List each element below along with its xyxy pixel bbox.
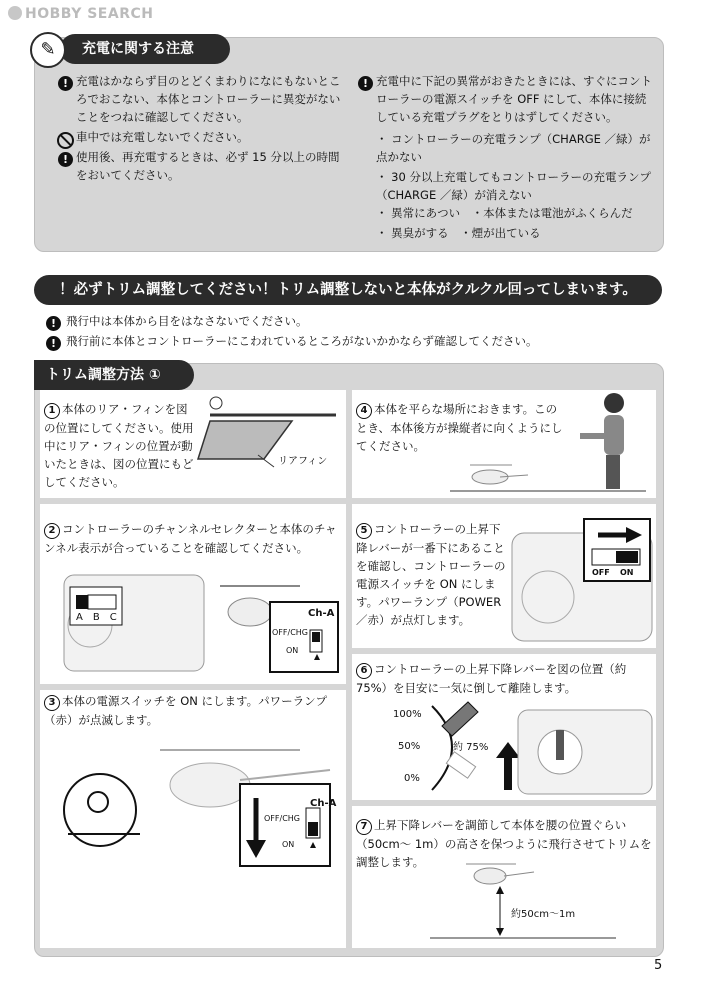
logo-text: HOBBY SEARCH bbox=[25, 6, 154, 22]
hover-height-label: 約50cm〜1m bbox=[511, 909, 576, 920]
channel-a-label: Ch-A bbox=[310, 798, 337, 809]
charge-abnormal-intro: 充電中に下記の異常がおきたときには、すぐにコントローラーの電源スイッチを OFF にして、本体に接続している充電プラグをとりはずしてください。 bbox=[376, 74, 652, 124]
hobby-search-logo bbox=[8, 6, 153, 22]
step-7-body: 上昇下降レバーを調節して本体を腰の位置ぐらい（50cm〜 1m）の高さを保つように飛行させてトリムを調整します。 bbox=[356, 818, 652, 869]
step-5-text bbox=[356, 520, 508, 629]
step-6-body: コントローラーの上昇下降レバーを図の位置（約 75%）を目安に一気に倒して離陸します。 bbox=[356, 662, 627, 695]
step-number: 5 bbox=[356, 523, 372, 539]
throttle-75: 約 75% bbox=[453, 742, 489, 753]
throttle-50: 50% bbox=[398, 741, 421, 752]
charge-note-1: 充電はかならず目のとどくまわりになにもないところでおこない、本体とコントローラーに異変がないことをつねに確認してください。 bbox=[76, 74, 341, 124]
warning-icon: ! bbox=[46, 316, 61, 331]
step-1-body: 本体のリア・フィンを図の位置にしてください。使用中にリア・フィンの位置が動いたときは、図の位置にもどしてください。 bbox=[44, 402, 194, 489]
rear-fin-illustration bbox=[196, 395, 342, 495]
charge-caution-title: 充電に関する注意 bbox=[60, 34, 230, 64]
on-label: ON bbox=[620, 568, 634, 577]
off-label: OFF bbox=[592, 568, 610, 577]
page-number: 5 bbox=[654, 958, 663, 973]
off-chg-label: OFF/CHG bbox=[272, 628, 308, 637]
step-3-body: 本体の電源スイッチを ON にします。パワーランプ（赤）が点滅します。 bbox=[44, 694, 328, 727]
step-2-body: コントローラーのチャンネルセレクターと本体のチャンネル表示が合っていることを確認してください。 bbox=[44, 522, 337, 555]
step-5-body: コントローラーの上昇下降レバーが一番下にあることを確認し、コントローラーの電源スイッチを ON にします。パワーランプ（POWER ／赤）が点灯します。 bbox=[356, 522, 506, 627]
throttle-0: 0% bbox=[404, 773, 420, 784]
trim-warning-1: 飛行中は本体から目をはなさないでください。 bbox=[66, 314, 308, 328]
warning-icon: ! bbox=[58, 152, 73, 167]
throttle-lever-illustration bbox=[384, 700, 654, 796]
step-number: 3 bbox=[44, 695, 60, 711]
heli-channel-illustration bbox=[210, 572, 342, 676]
charge-note-3: 使用後、再充電するときは、必ず 15 分以上の時間をおいてください。 bbox=[76, 150, 340, 182]
warning-icon: ! bbox=[358, 76, 373, 91]
pencil-icon: ✎ bbox=[30, 32, 66, 68]
step-6-text bbox=[356, 660, 654, 697]
channel-selector-labels: A B C bbox=[76, 612, 117, 623]
controller-power-illustration bbox=[508, 515, 654, 645]
warning-icon: ! bbox=[46, 336, 61, 351]
logo-mark-icon bbox=[8, 6, 22, 20]
prohibited-icon bbox=[57, 132, 74, 149]
step-number: 2 bbox=[44, 523, 60, 539]
step-3-text bbox=[44, 692, 342, 729]
channel-a-label: Ch-A bbox=[308, 608, 335, 619]
off-chg-label: OFF/CHG bbox=[264, 814, 300, 823]
trim-procedure-title: トリム調整方法 ① bbox=[34, 360, 194, 390]
trim-warning-2: 飛行前に本体とコントローラーにこわれているところがないかかならず確認してください。 bbox=[66, 334, 538, 348]
charge-bullet-3: ・ 異常にあつい ・本体または電池がふくらんだ bbox=[376, 206, 633, 220]
warning-icon: ! bbox=[58, 76, 73, 91]
step-number: 4 bbox=[356, 403, 372, 419]
on-label: ON bbox=[286, 646, 299, 655]
on-label: ON bbox=[282, 840, 295, 849]
trim-banner: ！必ずトリム調整してください！トリム調整しないと本体がクルクル回ってしまいます。 bbox=[34, 275, 662, 305]
heli-power-illustration bbox=[60, 740, 340, 870]
pilot-and-heli-illustration bbox=[450, 385, 650, 495]
step-number: 7 bbox=[356, 819, 372, 835]
charge-bullet-4: ・ 異臭がする ・煙が出ている bbox=[376, 226, 541, 240]
step-4-body: 本体を平らな場所におきます。このとき、本体後方が操縦者に向くようにしてください。 bbox=[356, 402, 563, 453]
step-number: 6 bbox=[356, 663, 372, 679]
charge-bullet-1: ・ コントローラーの充電ランプ（CHARGE ／緑）が点かない bbox=[376, 132, 651, 164]
hover-height-illustration bbox=[420, 852, 620, 944]
rear-fin-label: リアフィン bbox=[278, 456, 328, 467]
step-1-text bbox=[44, 400, 194, 491]
step-number: 1 bbox=[44, 403, 60, 419]
charge-bullet-2: ・ 30 分以上充電してもコントローラーの充電ランプ（CHARGE ／緑）が消えない bbox=[376, 170, 651, 202]
step-2-text bbox=[44, 520, 342, 557]
charge-note-2: 車中では充電しないでください。 bbox=[76, 130, 249, 144]
throttle-100: 100% bbox=[393, 709, 422, 720]
